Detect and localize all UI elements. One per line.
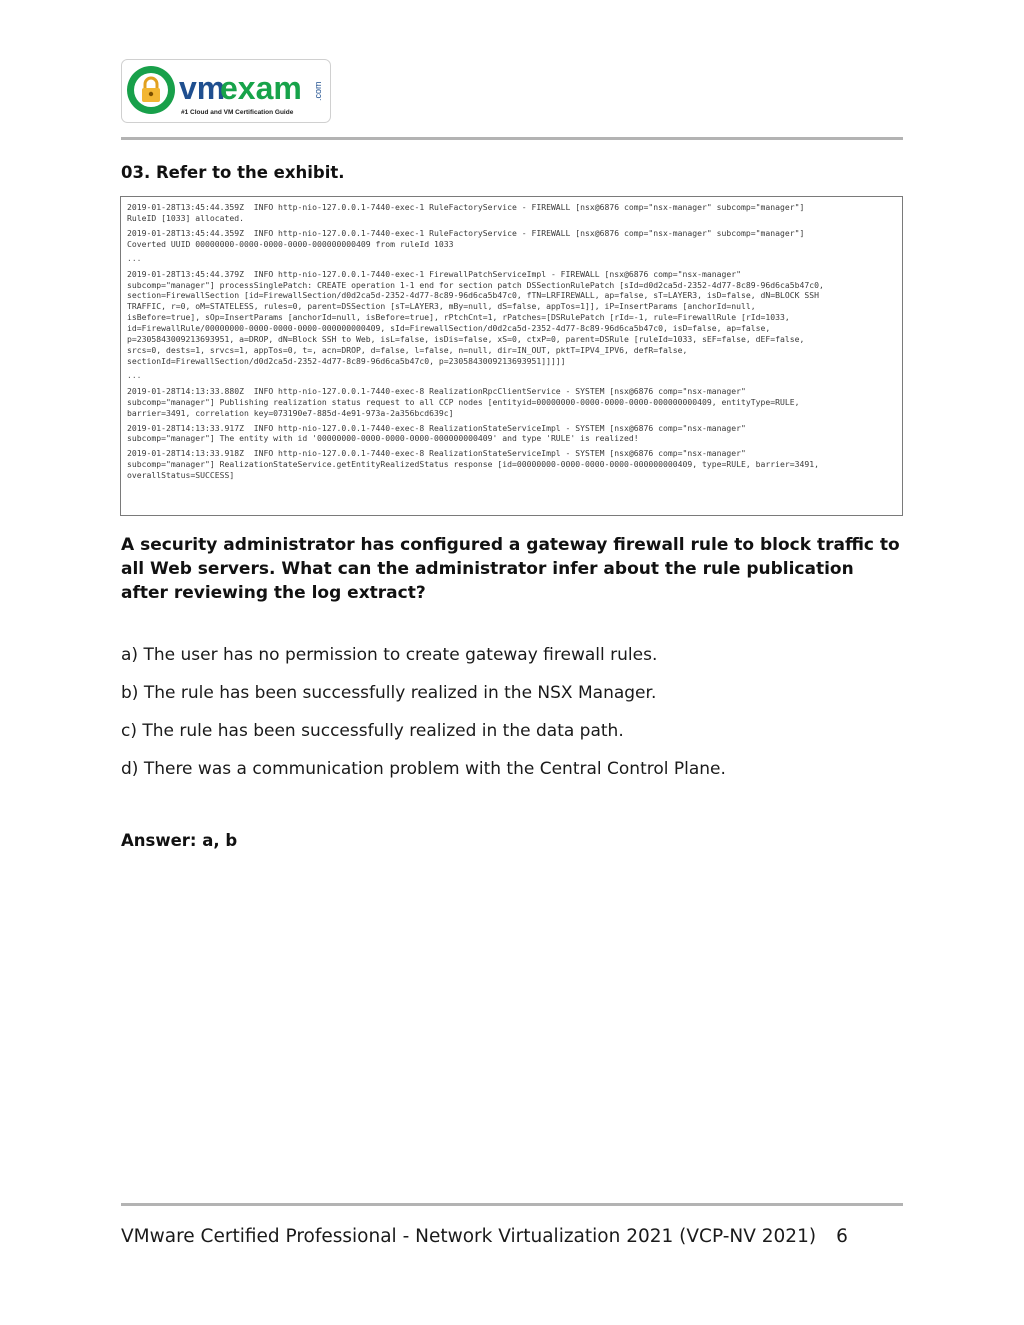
footer-title: VMware Certified Professional - Network Virtualization 2021 (VCP-NV 2021) [121, 1226, 817, 1247]
log-entry: 2019-01-28T14:13:33.917Z INFO http-nio-127.0.0.1-7440-exec-8 RealizationStateServiceImpl - SYSTEM [nsx@6876 comp="nsx-manager" subcomp="manager"] The entity with id '00000000-0000-0000-0000-000000000409' and type 'RULE' is realized! [127, 422, 746, 444]
log-entry: 2019-01-28T13:45:44.359Z INFO http-nio-127.0.0.1-7440-exec-1 RuleFactoryService - FIREWALL [nsx@6876 comp="nsx-manager" subcomp="manager"] RuleID [1033] allocated. [127, 202, 805, 223]
log-exhibit [120, 196, 903, 516]
log-ellipsis: ... [127, 253, 142, 263]
answer-options [121, 643, 901, 795]
log-entry: 2019-01-28T13:45:44.379Z INFO http-nio-127.0.0.1-7440-exec-1 FirewallPatchServiceImpl - FIREWALL [nsx@6876 comp="nsx-manager" subcomp="manager"] processSinglePatch: CREATE operation 1-1 end for section patch DSSectionRulePatch [sId=d0d2ca5d-2352-4d77-8c89-96d6ca5b47c0, section=FirewallSection [id=FirewallSection/d0d2ca5d-2352-4d77-8c89-96d6ca5b47c0, fTN=LRFIREWALL, ap=false, sT=LAYER3, isD=false, dN=BLOCK SSH TRAFFIC, r=0, oM=STATELESS, rules=0, parent=DSSection [sT=LAYER3, mBy=null, dS=false, appTos=1]], iP=InsertParams [anchorId=null, isBefore=true], sOp=InsertParams [anchorId=null, isBefore=true], rPtchCnt=1, rPatches=[DSRulePatch [rId=-1, rule=FirewallRule [rId=1033, id=FirewallRule/00000000-0000-0000-0000-000000000409, sId=FirewallSection/d0d2ca5d-2352-4d77-8c89-96d6ca5b47c0, isD=false, ap=false, p=2305843009213693951, a=DROP, dN=Block SSH to Web, isL=false, isDis=false, xS=0, ctxP=0, parent=DSRule [ruleId=1033, sEF=false, dEF=false, srcs=0, dests=1, srvcs=1, appTos=0, t=, acn=DROP, d=false, l=false, n=null, dir=IN_OUT, pktT=IPV4_IPV6, defR=false, sectionId=FirewallSection/d0d2ca5d-2352-4d77-8c89-96d6ca5b47c0, p=2305843009213693951]]]]] [127, 268, 824, 366]
brand-prefix: vm [179, 70, 226, 106]
question-text: A security administrator has configured a gateway firewall rule to block traffic to all Web servers. What can the administrator infer about the rule publication after reviewing the log extract? [121, 535, 900, 603]
log-entry: 2019-01-28T14:13:33.880Z INFO http-nio-127.0.0.1-7440-exec-8 RealizationRpcClientService - SYSTEM [nsx@6876 comp="nsx-manager" subcomp="manager"] Publishing realization status request to all CCP nodes [entityid=00000000-0000-0000-0000-000000000409, entityType=RULE, barrier=3491, correlation key=073190e7-885d-4e91-973a-2a356bcd639c] [127, 385, 800, 418]
footer-divider [121, 1203, 903, 1206]
header-divider [121, 137, 903, 140]
footer [121, 1226, 848, 1247]
log-entry: 2019-01-28T13:45:44.359Z INFO http-nio-127.0.0.1-7440-exec-1 RuleFactoryService - FIREWALL [nsx@6876 comp="nsx-manager" subcomp="manager"] Coverted UUID 00000000-0000-0000-0000-000000000409 from ruleId 1033 [127, 227, 805, 249]
option-c: c) The rule has been successfully realized in the data path. [121, 721, 624, 741]
log-ellipsis: ... [127, 370, 142, 380]
answer-key: Answer: a, b [121, 831, 238, 850]
option-b: b) The rule has been successfully realized in the NSX Manager. [121, 683, 657, 703]
option-d: d) There was a communication problem with the Central Control Plane. [121, 759, 726, 779]
page-number: 6 [836, 1226, 848, 1247]
vmexam-logo [121, 59, 331, 123]
brand-suffix: exam [220, 70, 302, 106]
brand-tld: .com [313, 81, 323, 101]
question-number: 03. Refer to the exhibit. [121, 163, 345, 182]
lock-icon [127, 66, 175, 114]
option-a: a) The user has no permission to create gateway firewall rules. [121, 645, 658, 665]
logo-tagline: #1 Cloud and VM Certification Guide [181, 109, 294, 116]
log-entry: 2019-01-28T14:13:33.918Z INFO http-nio-127.0.0.1-7440-exec-8 RealizationStateServiceImpl - SYSTEM [nsx@6876 comp="nsx-manager" subcomp="manager"] RealizationStateService.getEntityRealizedStatus response [id=00000000-0000-0000-0000-000000000409, type=RULE, barrier=3491, overallStatus=SUCCESS] [127, 448, 819, 481]
